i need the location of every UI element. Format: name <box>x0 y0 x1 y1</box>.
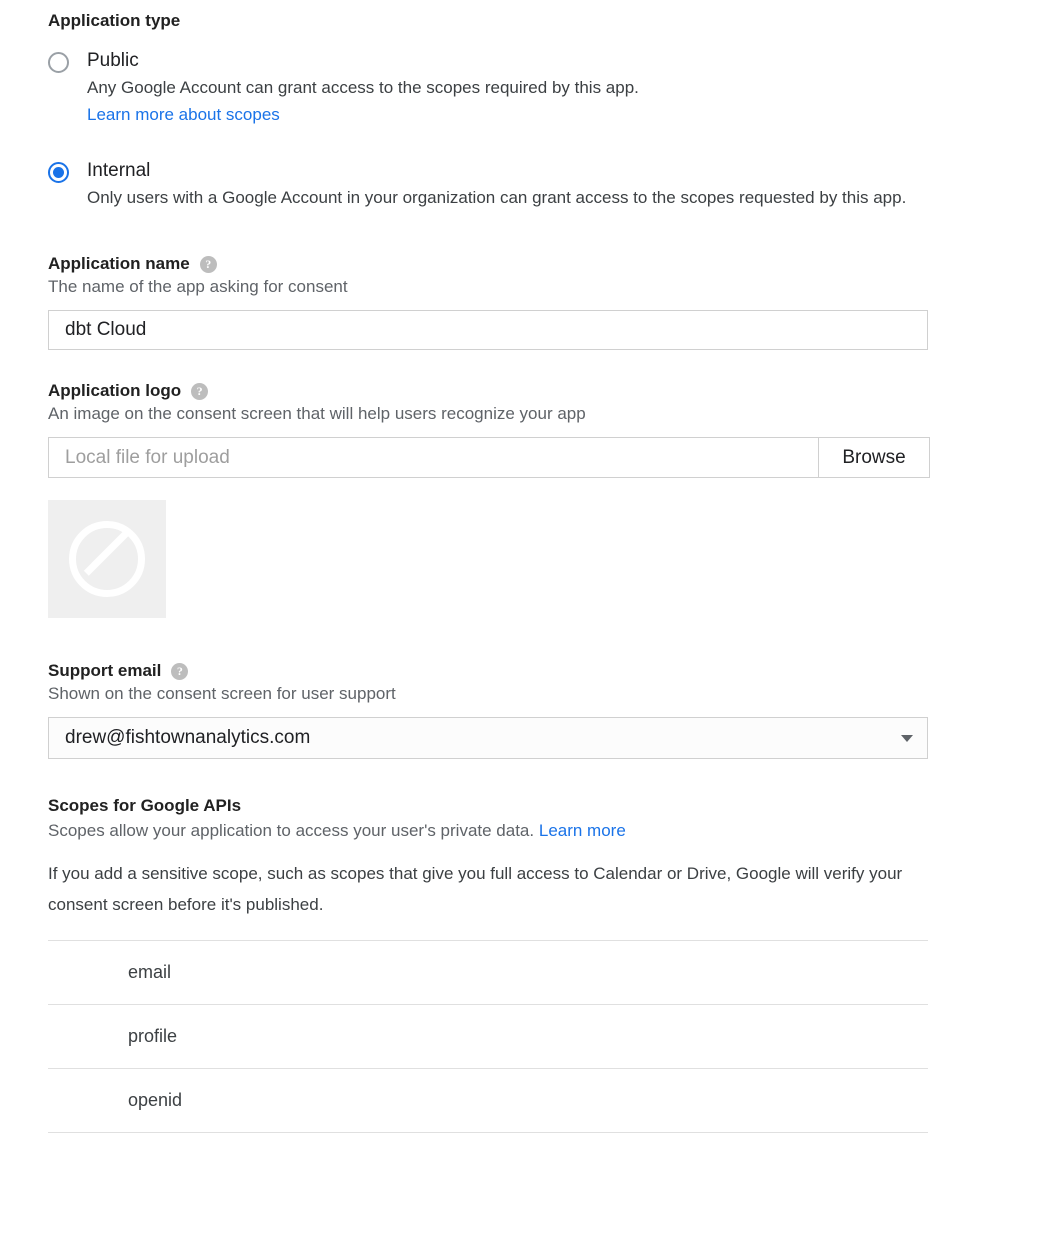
scopes-learn-more-link[interactable]: Learn more <box>538 821 626 840</box>
radio-internal-label: Internal <box>87 160 151 181</box>
scopes-note: If you add a sensitive scope, such as scopes that give you full access to Calendar or Drive, Google will verify your consent screen before it's published. <box>48 864 903 914</box>
radio-option-public[interactable] <box>48 48 992 128</box>
scopes-description: Scopes allow your application to access your user's private data. <box>48 821 535 840</box>
logo-upload-placeholder: Local file for upload <box>65 446 230 468</box>
browse-button[interactable]: Browse <box>818 438 929 477</box>
scopes-description-row <box>48 817 992 844</box>
radio-internal-description: Only users with a Google Account in your organization can grant access to the scopes requested by this app. <box>87 188 907 207</box>
application-name-value: dbt Cloud <box>65 319 147 340</box>
application-logo-heading: Application logo <box>48 381 182 400</box>
no-image-icon <box>69 521 145 597</box>
radio-public-label: Public <box>87 50 139 71</box>
radio-internal-indicator[interactable] <box>48 162 69 183</box>
support-email-label-row <box>48 660 992 682</box>
application-logo-label-row <box>48 380 992 402</box>
scope-name: email <box>128 962 172 982</box>
radio-public-description: Any Google Account can grant access to the scopes required by this app. <box>87 78 639 97</box>
support-email-heading: Support email <box>48 661 162 680</box>
learn-more-about-scopes-link[interactable]: Learn more about scopes <box>87 105 280 124</box>
logo-upload-row <box>48 437 930 478</box>
table-row[interactable] <box>48 941 928 1005</box>
support-email-value: drew@fishtownanalytics.com <box>65 727 311 748</box>
application-logo-description: An image on the consent screen that will help users recognize your app <box>48 404 586 423</box>
application-name-label-row <box>48 253 992 275</box>
application-name-description: The name of the app asking for consent <box>48 277 348 296</box>
scopes-table <box>48 940 928 1133</box>
application-name-input[interactable] <box>48 310 928 350</box>
scope-name: profile <box>128 1026 178 1046</box>
scopes-heading: Scopes for Google APIs <box>48 796 242 815</box>
support-email-description: Shown on the consent screen for user support <box>48 684 396 703</box>
radio-option-internal[interactable] <box>48 158 992 211</box>
radio-public-indicator[interactable] <box>48 52 69 73</box>
logo-preview <box>48 500 166 618</box>
chevron-down-icon[interactable] <box>901 735 913 742</box>
application-type-radio-group <box>48 48 992 211</box>
scope-name: openid <box>128 1090 183 1110</box>
help-icon[interactable]: ? <box>200 256 217 273</box>
help-icon[interactable]: ? <box>191 383 208 400</box>
table-row[interactable] <box>48 1005 928 1069</box>
logo-upload-input[interactable] <box>49 438 818 477</box>
application-type-heading: Application type <box>48 11 181 30</box>
table-row[interactable] <box>48 1069 928 1133</box>
support-email-select[interactable] <box>48 717 928 759</box>
help-icon[interactable]: ? <box>171 663 188 680</box>
application-name-heading: Application name <box>48 254 190 273</box>
